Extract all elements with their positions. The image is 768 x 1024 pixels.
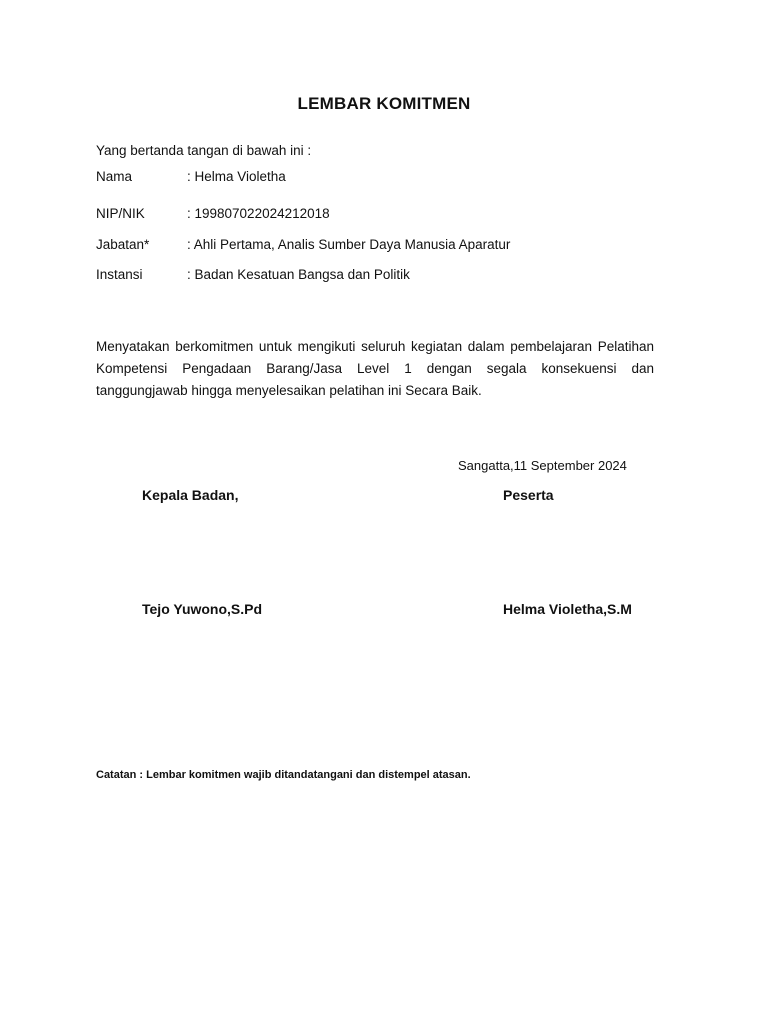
field-nama-value: : Helma Violetha — [187, 169, 286, 184]
field-nama-label: Nama — [96, 169, 133, 184]
field-jabatan-label: Jabatan* — [96, 237, 150, 252]
signature-title-left: Kepala Badan, — [142, 487, 239, 503]
place-date: Sangatta,11 September 2024 — [458, 458, 627, 473]
signature-name-right: Helma Violetha,S.M — [503, 601, 632, 617]
field-nip-label: NIP/NIK — [96, 206, 145, 221]
field-jabatan-value: : Ahli Pertama, Analis Sumber Daya Manusia Aparatur — [187, 237, 511, 252]
field-instansi-label: Instansi — [96, 267, 143, 282]
document-title: LEMBAR KOMITMEN — [297, 94, 471, 113]
field-nip-value: : 199807022024212018 — [187, 206, 330, 221]
field-instansi-value: : Badan Kesatuan Bangsa dan Politik — [187, 267, 410, 282]
footnote: Catatan : Lembar komitmen wajib ditandatangani dan distempel atasan. — [96, 769, 471, 781]
intro-text: Yang bertanda tangan di bawah ini : — [96, 143, 312, 158]
signature-name-left: Tejo Yuwono,S.Pd — [142, 601, 263, 617]
field-jabatan — [96, 237, 510, 252]
field-instansi — [96, 267, 410, 282]
commitment-statement: Menyatakan berkomitmen untuk mengikuti seluruh kegiatan dalam pembelajaran Pelatihan Kompetensi Pengadaan Barang/Jasa Level 1 dengan segala konsekuensi dan tanggungjawab hingga menyelesaikan pelatihan ini Secara Baik. — [96, 339, 654, 398]
field-nama — [96, 169, 286, 184]
signature-title-right: Peserta — [503, 487, 554, 503]
field-nip — [96, 206, 330, 221]
